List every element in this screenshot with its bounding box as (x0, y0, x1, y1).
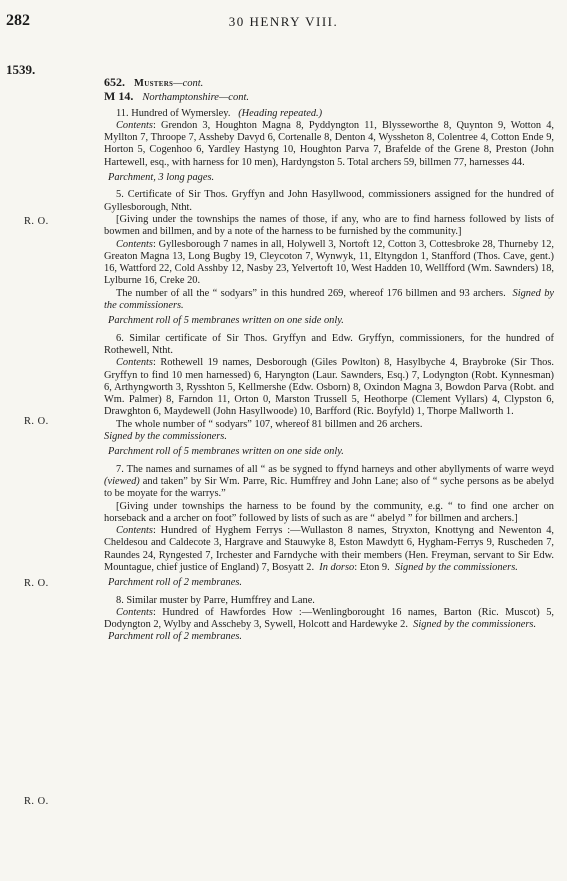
subentry-heading: M 14. Northamptonshire—cont. (104, 89, 249, 104)
item-6-footer: Parchment roll of 5 membranes written on one side only. (108, 446, 344, 458)
year-marker: 1539. (6, 62, 36, 77)
margin-ref-4: R. O. (24, 796, 49, 807)
page-number: 282 (6, 12, 30, 29)
item-7-note: [Giving under townships the harness to be found by the community, e.g. “ to find one archer on horseback and a archer on foot” followed by lists of such as are “ abelyd ” for billmen and archers.] (104, 500, 554, 524)
item-5-total: The number of all the “ sodyars” in this hundred 269, whereof 176 billmen and 93 archers. Signed by the commissioners. (104, 287, 555, 312)
item-5-contents: Contents: Gyllesborough 7 names in all, Holywell 3, Nortoft 12, Cotton 3, Cottesbroke 28, Thurneby 12, Greaton Magna 13, Long Bugby 19, Cleycoton 7, Wynwyk, 11, Eltyngdon 1, Stanfford (Thos. Cave, gent.) 16, Wattford 22, Cold Asshby 12, Nasby 23, Yelvertoft 10, West Hadden 10, Wellfford (Wm. Sawnders) 18, Lylburne 16, Creke 20. (104, 238, 554, 287)
margin-ref-1: R. O. (24, 216, 49, 227)
margin-ref-2: R. O. (24, 416, 49, 427)
item-8-contents: Contents: Hundred of Hawfordes How :—Wenlingborought 16 names, Barton (Ric. Muscot) 5, Dodyngton 2, Wylby and Asscheby 3, Sywell, Holcott and Hardewyke 2. Signed by the commissioners. (104, 606, 554, 631)
item-5-text: 5. Certificate of Sir Thos. Gryffyn and John Hasyllwood, commissioners assigned for the hundred of Gyllesborough, Ntht. (104, 189, 554, 213)
item-8-footer: Parchment roll of 2 membranes. (108, 631, 243, 643)
running-head: 30 HENRY VIII. (228, 14, 339, 29)
entry-heading: 652. Musters—cont. (104, 75, 204, 89)
item-11-contents: Contents: Grendon 3, Houghton Magna 8, Pyddyngton 11, Blysseworthe 8, Quynton 9, Wotton 4, Myllton 7, Throope 7, Assheby Davyd 6, Cortenalle 8, Denton 4, Wyssheton 8, Colentree 4, Cotton Ende 9, Horton 5, Cogenhoo 6, Yardley Hastyng 10, Houghton Parva 7, Brafelde of the Grene 8, Preston (John Hartewell, esq., with harness for 10 men), Hardyngston 5. Total archers 59, billmen 77, harnesses 44. (104, 119, 554, 168)
item-7-text: 7. The names and surnames of all “ as be sygned to ffynd harneys and other abyllyments of warre weyd (viewed) and taken” by Sir Wm. Parre, Ric. Humffrey and John Lane; also of “ syche persons as be abelyd to be moyate for the warrys.” (104, 463, 554, 500)
item-5-footer: Parchment roll of 5 membranes written on one side only. (108, 315, 344, 327)
item-7-contents: Contents: Hundred of Hyghem Ferrys :—Wullaston 8 names, Stryxton, Knottyng and Newenton 4, Cheldesou and Caldecote 3, Hargrave and Stauwyke 8, Eston Mawdytt 6, Hygham-Ferrys 9, Ruscheden 7, Raundes 24, Ryngested 7, Irchester and Farndyche with their members (Hen. Freyman, servant to Sir Edw. Mountague, chief justice of England) 7, Bosyatt 2. In dorso: Eton 9. Signed by the commissioners. (104, 525, 554, 573)
item-6-contents: Contents: Rothewell 19 names, Desborough (Giles Powlton) 8, Hasylbyche 4, Braybroke (Sir Thos. Gryffyn to find 10 men harnessed) 6, Haryngton (Laur. Sawnders, Esq.) 7, Lodyngton (Robt. Kynnesman) 6, Arthyngworth 3, Rysshton 5, Kellmershe (Edw. Osborn) 8, Oxindon Magna 3, Bowdon Parva (Robt. and Wm. Palmer) 8, Farndon 11, Orton 0, Marston Trussell 5, Heothorpe (Clement Vyllars) 4, Clypston 6, Drawghton 6, Maydewell (John Hasyllwoode) 10, Barfford (Ric. Boyfyld) 1, Thorpe Mallworth 1. (104, 357, 554, 418)
margin-ref-3: R. O. (24, 578, 49, 589)
item-6-text: 6. Similar certificate of Sir Thos. Gryffyn and Edw. Gryffyn, commissioners, for the hundred of Rothewell, Ntht. (104, 332, 554, 356)
main-text-column (104, 76, 554, 644)
item-11-footer: Parchment, 3 long pages. (108, 172, 215, 184)
item-5-note: [Giving under the townships the names of those, if any, who are to find harness followed by lists of bowmen and billmen, and by a note of the harness to be furnished by the community.] (104, 213, 554, 238)
item-6-total: The whole number of “ sodyars” 107, whereof 81 billmen and 26 archers. Signed by the commissioners. (104, 418, 423, 443)
item-8-text: 8. Similar muster by Parre, Humffrey and Lane. (116, 594, 315, 606)
item-7-footer: Parchment roll of 2 membranes. (108, 577, 243, 589)
item-11-heading: 11. Hundred of Wymersley. (Heading repeated.) (116, 107, 323, 119)
